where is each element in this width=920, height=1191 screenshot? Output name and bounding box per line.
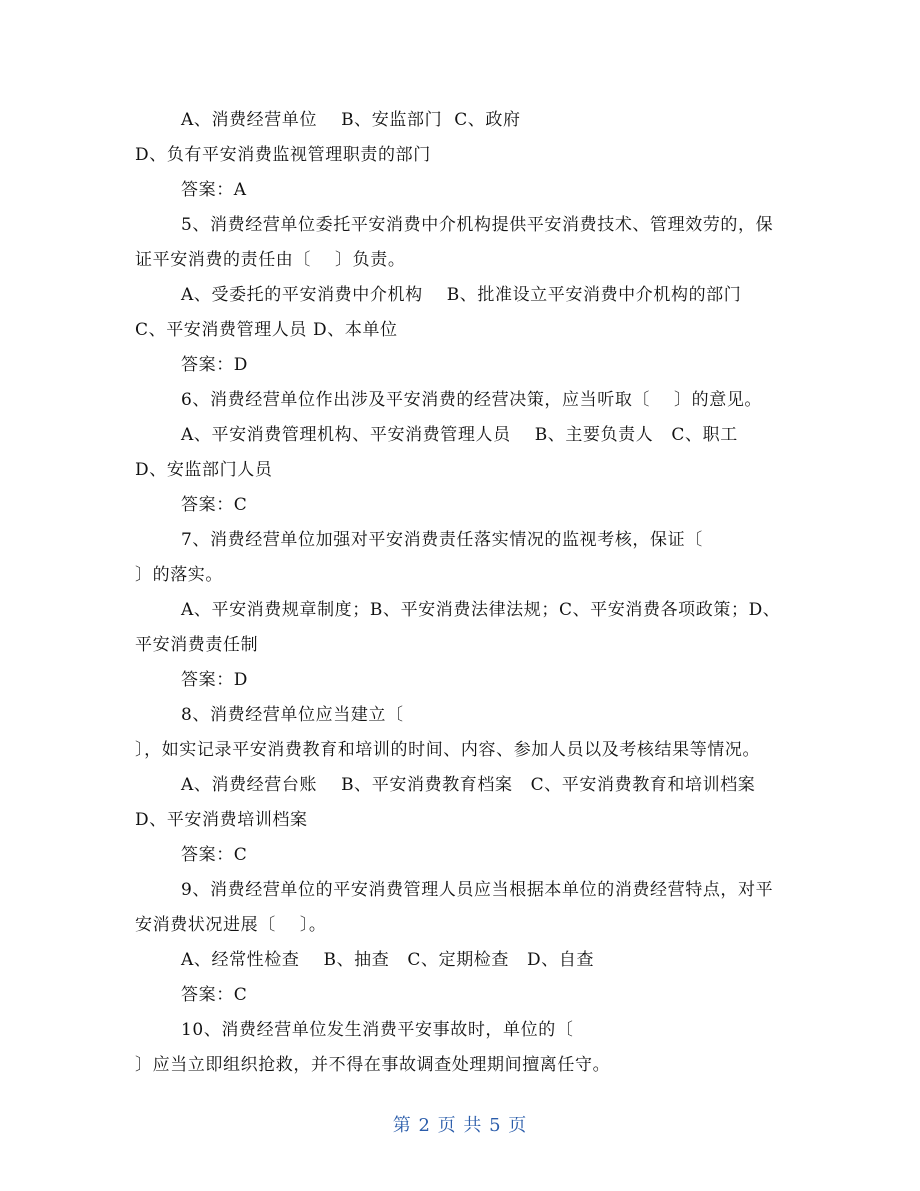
option-line-q5-ab: A、受委托的平安消费中介机构 B、批准设立平安消费中介机构的部门 [181,285,742,305]
question-5-line-1: 5、消费经营单位委托平安消费中介机构提供平安消费技术、管理效劳的，保 [181,215,774,235]
answer-q8: 答案：C [181,845,248,865]
answer-q4: 答案：A [181,180,247,200]
option-line-q9-abcd: A、经常性检查 B、抽查 C、定期检查 D、自查 [181,950,595,970]
answer-q5: 答案：D [181,355,249,375]
answer-q7: 答案：D [181,670,249,690]
page-number-footer: 第 2 页 共 5 页 [392,1115,528,1136]
question-8-line-1: 8、消费经营单位应当建立〔 [181,705,404,725]
question-7-line-1: 7、消费经营单位加强对平安消费责任落实情况的监视考核，保证〔 [181,530,703,550]
question-10-line-1: 10、消费经营单位发生消费平安事故时，单位的〔 [181,1020,574,1040]
option-line-q8-d: D、平安消费培训档案 [135,810,308,830]
option-line-q6-d: D、安监部门人员 [135,460,273,480]
option-line-q4-d: D、负有平安消费监视管理职责的部门 [135,145,431,165]
question-10-line-2: 〕应当立即组织抢救，并不得在事故调查处理期间擅离任守。 [135,1055,611,1075]
option-line-q6-abc: A、平安消费管理机构、平安消费管理人员 B、主要负责人 C、职工 [181,425,738,445]
option-line-q4-abc: A、消费经营单位 B、安监部门 C、政府 [181,110,521,130]
option-line-q7-d-cont: 平安消费责任制 [135,635,259,655]
question-5-line-2: 证平安消费的责任由〔 〕负责。 [135,250,406,270]
question-9-line-1: 9、消费经营单位的平安消费管理人员应当根据本单位的消费经营特点，对平 [181,880,774,900]
option-line-q8-abc: A、消费经营台账 B、平安消费教育档案 C、平安消费教育和培训档案 [181,775,756,795]
question-9-line-2: 安消费状况进展〔 〕。 [135,915,327,935]
question-8-line-2: 〕，如实记录平安消费教育和培训的时间、内容、参加人员以及考核结果等情况。 [135,740,761,760]
option-line-q7-abcd: A、平安消费规章制度；B、平安消费法律法规；C、平安消费各项政策；D、 [181,600,781,620]
answer-q6: 答案：C [181,495,248,515]
answer-q9: 答案：C [181,985,248,1005]
question-6-line-1: 6、消费经营单位作出涉及平安消费的经营决策，应当听取〔 〕的意见。 [181,390,763,410]
question-7-line-2: 〕的落实。 [135,565,223,585]
option-line-q5-cd: C、平安消费管理人员 D、本单位 [135,320,398,340]
